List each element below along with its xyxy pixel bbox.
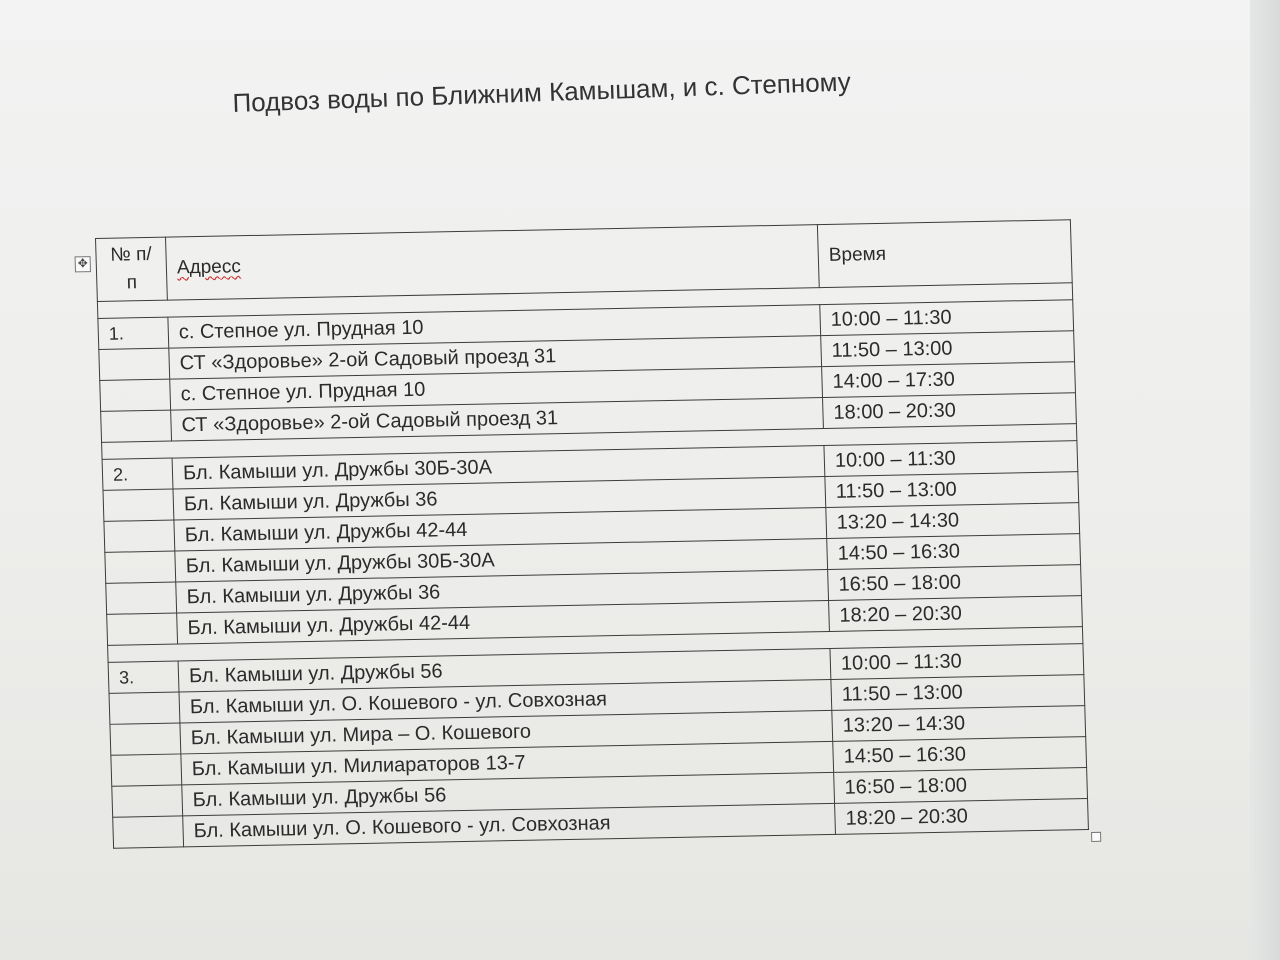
time-cell: 16:50 – 18:00 xyxy=(828,565,1082,601)
time-cell: 14:50 – 16:30 xyxy=(833,737,1087,773)
time-cell: 10:00 – 11:30 xyxy=(824,441,1078,477)
address-cell: Бл. Камыши ул. Дружбы 36 xyxy=(173,477,826,521)
header-address-label: Адресс xyxy=(176,256,242,279)
row-number-cell xyxy=(106,582,177,614)
address-cell: Бл. Камыши ул. О. Кошевого - ул. Совхозная xyxy=(183,803,836,847)
move-icon[interactable]: ✥ xyxy=(75,256,91,272)
address-cell: с. Степное ул. Прудная 10 xyxy=(170,367,823,411)
page-title: Подвоз воды по Ближним Камышам, и с. Степному xyxy=(232,66,852,118)
time-cell: 11:50 – 13:00 xyxy=(825,472,1079,508)
row-number-cell xyxy=(101,410,172,442)
address-cell: Бл. Камыши ул. Дружбы 30Б-30А xyxy=(175,539,828,583)
address-cell: Бл. Камыши ул. Милиараторов 13-7 xyxy=(181,741,834,785)
address-cell: Бл. Камыши ул. Мира – О. Кошевого xyxy=(180,710,833,754)
time-cell: 11:50 – 13:00 xyxy=(821,331,1075,367)
header-time: Время xyxy=(817,220,1072,288)
row-number-cell xyxy=(100,379,171,411)
address-cell: Бл. Камыши ул. Дружбы 56 xyxy=(178,648,831,692)
screen-edge xyxy=(1250,0,1280,960)
row-number-cell xyxy=(111,754,182,786)
row-number-cell: 2. xyxy=(102,458,173,490)
time-cell: 10:00 – 11:30 xyxy=(820,300,1074,336)
schedule-table-container xyxy=(77,219,1089,849)
time-cell: 18:00 – 20:30 xyxy=(823,393,1077,429)
row-number-cell xyxy=(99,348,170,380)
row-number-cell: 1. xyxy=(98,317,169,349)
time-cell: 13:20 – 14:30 xyxy=(826,503,1080,539)
resize-icon[interactable] xyxy=(1091,832,1101,842)
row-number-cell xyxy=(110,723,181,755)
time-cell: 16:50 – 18:00 xyxy=(834,768,1088,804)
schedule-table xyxy=(95,219,1089,849)
time-cell: 11:50 – 13:00 xyxy=(831,675,1085,711)
row-number-cell xyxy=(103,489,174,521)
time-cell: 10:00 – 11:30 xyxy=(830,644,1084,680)
address-cell: Бл. Камыши ул. Дружбы 36 xyxy=(176,569,829,613)
address-cell: Бл. Камыши ул. Дружбы 30Б-30А xyxy=(172,446,825,490)
time-cell: 18:20 – 20:30 xyxy=(829,596,1083,632)
address-cell: Бл. Камыши ул. Дружбы 42-44 xyxy=(177,600,830,644)
address-cell: Бл. Камыши ул. Дружбы 42-44 xyxy=(174,508,827,552)
row-number-cell xyxy=(112,785,183,817)
row-number-cell: 3. xyxy=(108,661,179,693)
row-number-cell xyxy=(109,692,180,724)
header-num: № п/п xyxy=(96,237,168,301)
address-cell: СТ «Здоровье» 2-ой Садовый проезд 31 xyxy=(169,336,822,380)
address-cell: с. Степное ул. Прудная 10 xyxy=(168,305,821,349)
address-cell: СТ «Здоровье» 2-ой Садовый проезд 31 xyxy=(171,398,824,442)
address-cell: Бл. Камыши ул. Дружбы 56 xyxy=(182,772,835,816)
row-number-cell xyxy=(113,816,184,848)
row-number-cell xyxy=(105,551,176,583)
time-cell: 14:50 – 16:30 xyxy=(827,534,1081,570)
address-cell: Бл. Камыши ул. О. Кошевого - ул. Совхозная xyxy=(179,679,832,723)
time-cell: 18:20 – 20:30 xyxy=(835,799,1089,835)
time-cell: 13:20 – 14:30 xyxy=(832,706,1086,742)
row-number-cell xyxy=(104,520,175,552)
time-cell: 14:00 – 17:30 xyxy=(822,362,1076,398)
row-number-cell xyxy=(107,613,178,645)
